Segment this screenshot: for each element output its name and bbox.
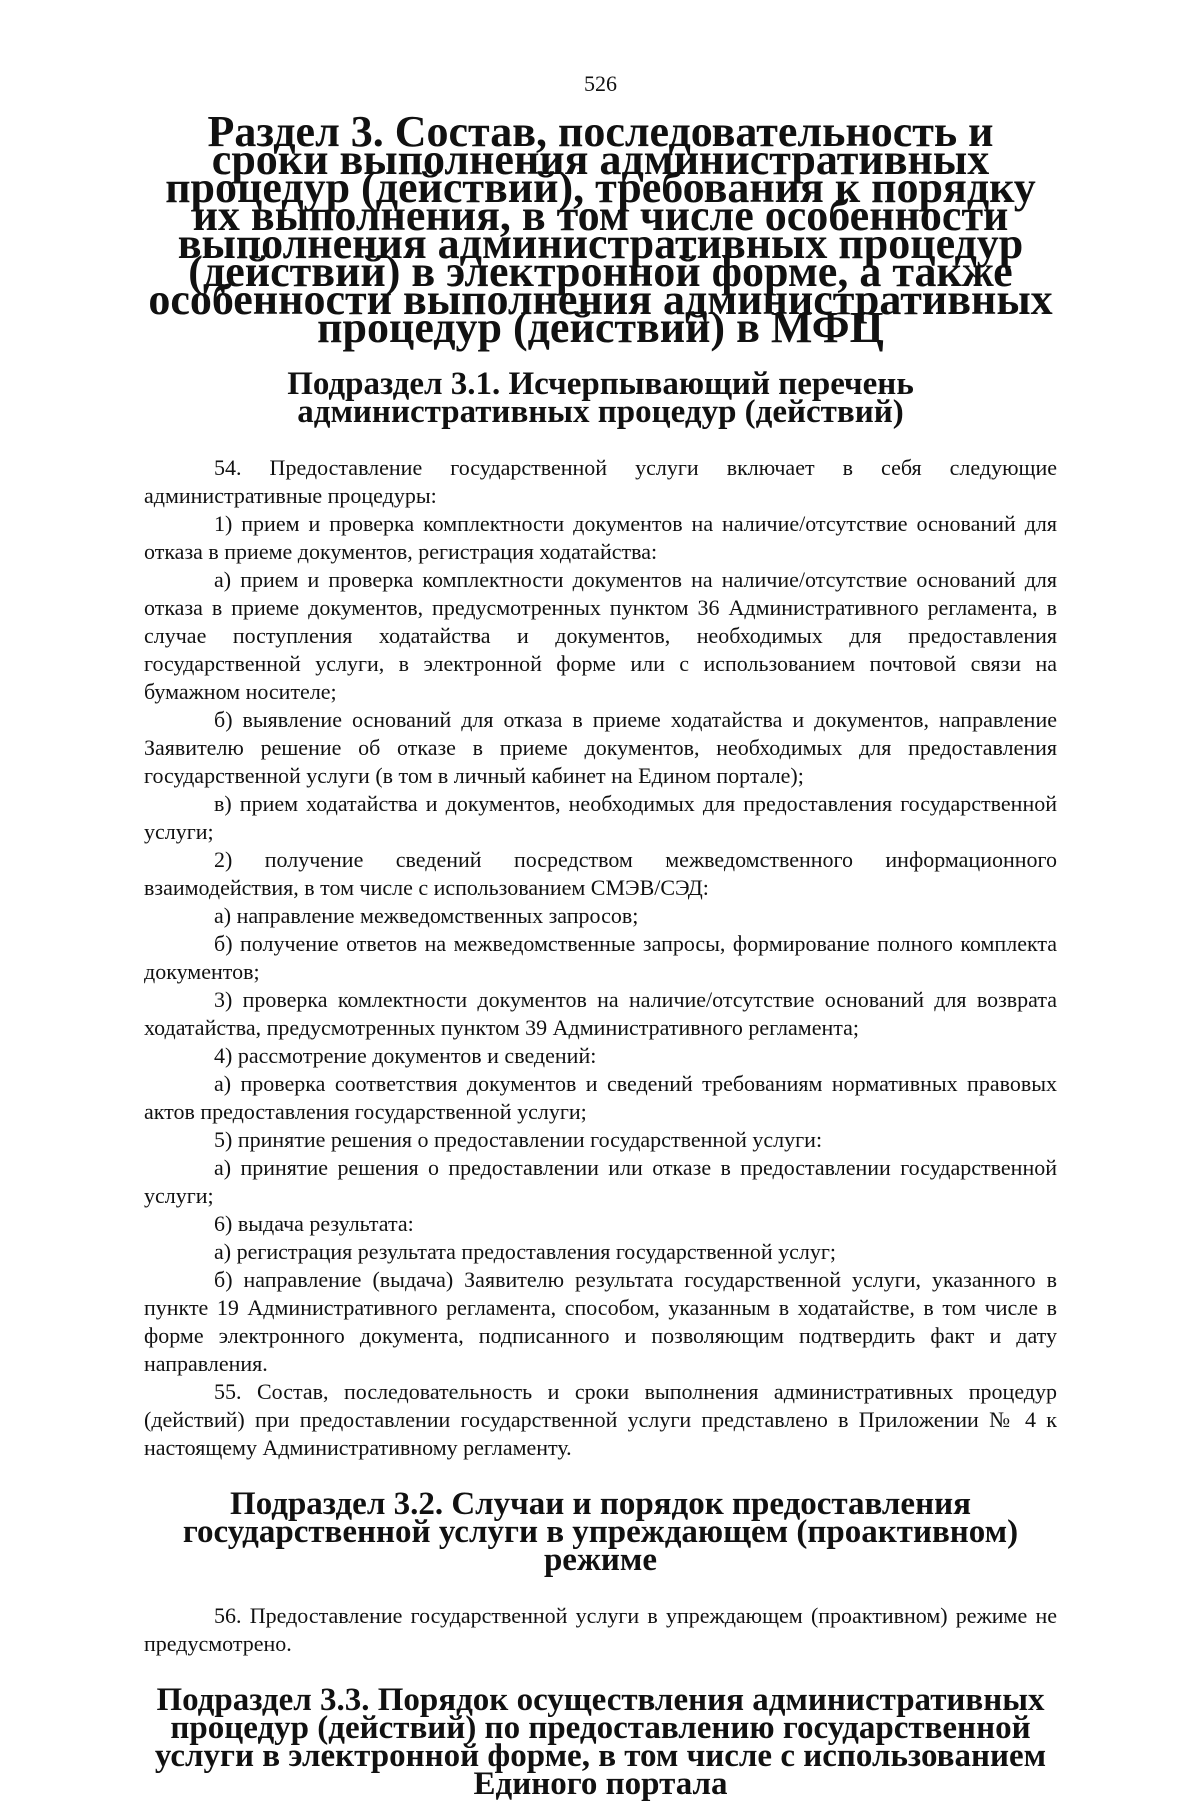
list-item-4a: а) проверка соответствия документов и сведений требованиям нормативных правовых актов предоставления государственной услуги; <box>144 1071 1057 1124</box>
list-item-1b: б) выявление оснований для отказа в приеме ходатайства и документов, направление Заявителю решение об отказе в приеме документов, необходимых для предоставления государственной услуги (в том в личный кабинет на Едином портале); <box>144 707 1057 788</box>
list-item-3: 3) проверка комлектности документов на наличие/отсутствие оснований для возврата ходатайства, предусмотренных пунктом 39 Административного регламента; <box>144 987 1057 1040</box>
subsection-title-3-1: Подраздел 3.1. Исчерпывающий перечень административных процедур (действий) <box>287 366 914 430</box>
list-item-6: 6) выдача результата: <box>214 1211 414 1236</box>
section-title: Раздел 3. Состав, последовательность и сроки выполнения административных процедур (действий), требования к порядку их выполнения, в том числе особенности выполнения административных процедур (действий) в электронной форме, а также особенности выполнения административных процедур (действий) в МФЦ <box>148 107 1053 352</box>
paragraph-55: 55. Состав, последовательность и сроки выполнения административных процедур (действий) при предоставлении государственной услуги представлено в Приложении № 4 к настоящему Административному регламенту. <box>144 1379 1057 1460</box>
list-item-4: 4) рассмотрение документов и сведений: <box>214 1043 597 1068</box>
list-item-6b: б) направление (выдача) Заявителю результата государственной услуги, указанного в пункте 19 Административного регламента, способом, указанным в ходатайстве, в том числе в форме электронного документа, подписанного и позволяющим подтвердить факт и дату направления. <box>144 1267 1057 1376</box>
list-item-2a: а) направление межведомственных запросов; <box>214 903 639 928</box>
subsection-body-3-1 <box>144 454 1057 1462</box>
list-item-5: 5) принятие решения о предоставлении государственной услуги: <box>214 1127 823 1152</box>
list-item-2: 2) получение сведений посредством межведомственного информационного взаимодействия, в том числе с использованием СМЭВ/СЭД: <box>144 847 1057 900</box>
paragraph-54: 54. Предоставление государственной услуги включает в себя следующие административные процедуры: <box>144 455 1057 508</box>
subsection-title-3-3: Подраздел 3.3. Порядок осуществления административных процедур (действий) по предоставлению государственной услуги в электронной форме, в том числе с использованием Единого портала <box>154 1682 1047 1802</box>
page-number: 526 <box>584 71 617 96</box>
list-item-5a: а) принятие решения о предоставлении или отказе в предоставлении государственной услуги; <box>144 1155 1057 1208</box>
subsection-title-3-2: Подраздел 3.2. Случаи и порядок предоставления государственной услуги в упреждающем (проактивном) режиме <box>182 1486 1019 1578</box>
subsection-body-3-2 <box>144 1602 1057 1658</box>
list-item-1v: в) прием ходатайства и документов, необходимых для предоставления государственной услуги; <box>144 791 1057 844</box>
list-item-2b: б) получение ответов на межведомственные запросы, формирование полного комплекта документов; <box>144 931 1057 984</box>
list-item-1: 1) прием и проверка комплектности документов на наличие/отсутствие оснований для отказа в приеме документов, регистрация ходатайства: <box>144 511 1057 564</box>
paragraph-56: 56. Предоставление государственной услуги в упреждающем (проактивном) режиме не предусмотрено. <box>144 1603 1057 1656</box>
list-item-6a: а) регистрация результата предоставления государственной услуг; <box>214 1239 837 1264</box>
list-item-1a: а) прием и проверка комплектности документов на наличие/отсутствие оснований для отказа в приеме документов, предусмотренных пунктом 36 Административного регламента, в случае поступления ходатайства и документов, необходимых для предоставления государственной услуги, в электронной форме или с использованием почтовой связи на бумажном носителе; <box>144 567 1057 704</box>
